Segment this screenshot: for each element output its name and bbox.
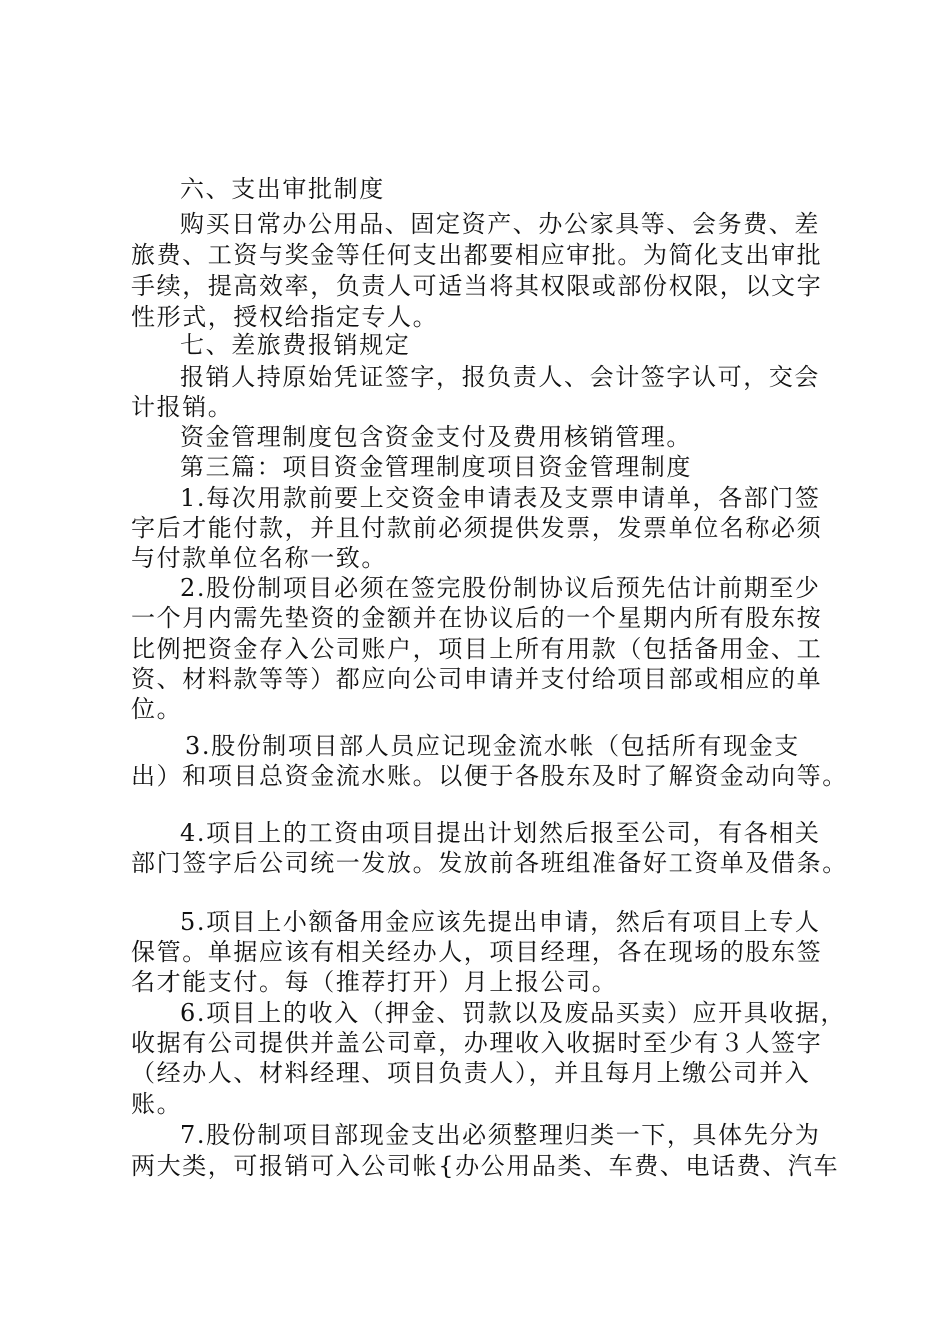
- section-heading: 七、差旅费报销规定: [180, 331, 411, 359]
- paragraph-line: 2.股份制项目必须在签完股份制协议后预先估计前期至少: [180, 574, 821, 602]
- paragraph-line: 购买日常办公用品、固定资产、办公家具等、会务费、差: [180, 210, 820, 238]
- paragraph-line: 部门签字后公司统一发放。发放前各班组准备好工资单及借条。: [131, 849, 848, 877]
- paragraph-line: 手续，提高效率，负责人可适当将其权限或部份权限，以文字: [131, 272, 823, 300]
- paragraph-line: 出）和项目总资金流水账。以便于各股东及时了解资金动向等。: [131, 762, 848, 790]
- section-heading: 第三篇：项目资金管理制度项目资金管理制度: [180, 453, 692, 481]
- paragraph-line: 报销人持原始凭证签字，报负责人、会计签字认可，交会: [180, 363, 820, 391]
- paragraph-line: 6.项目上的收入（押金、罚款以及废品买卖）应开具收据，: [180, 999, 847, 1027]
- paragraph-line: 比例把资金存入公司账户，项目上所有用款（包括备用金、工: [131, 635, 823, 663]
- paragraph-line: 与付款单位名称一致。: [131, 544, 387, 572]
- paragraph-line: 资金管理制度包含资金支付及费用核销管理。: [180, 423, 692, 451]
- paragraph-line: 位。: [131, 695, 183, 723]
- paragraph-line: 7.股份制项目部现金支出必须整理归类一下，具体先分为: [180, 1121, 821, 1149]
- paragraph-line: 性形式，授权给指定专人。: [131, 303, 439, 331]
- section-heading: 六、支出审批制度: [180, 175, 385, 203]
- paragraph-line: 旅费、工资与奖金等任何支出都要相应审批。为简化支出审批: [131, 241, 823, 269]
- paragraph-line: 资、材料款等等）都应向公司申请并支付给项目部或相应的单: [131, 665, 823, 693]
- paragraph-line: 一个月内需先垫资的金额并在协议后的一个星期内所有股东按: [131, 604, 823, 632]
- paragraph-line: 4.项目上的工资由项目提出计划然后报至公司，有各相关: [180, 819, 821, 847]
- paragraph-line: 5.项目上小额备用金应该先提出申请，然后有项目上专人: [180, 908, 821, 936]
- paragraph-line: 3.股份制项目部人员应记现金流水帐（包括所有现金支: [185, 732, 800, 760]
- paragraph-line: 名才能支付。每（推荐打开）月上报公司。: [131, 968, 618, 996]
- paragraph-line: 保管。单据应该有相关经办人，项目经理，各在现场的股东签: [131, 938, 823, 966]
- paragraph-line: 1.每次用款前要上交资金申请表及支票申请单，各部门签: [180, 484, 821, 512]
- paragraph-line: 账。: [131, 1090, 183, 1118]
- paragraph-line: 计报销。: [131, 393, 234, 421]
- paragraph-line: 收据有公司提供并盖公司章，办理收入收据时至少有３人签字: [131, 1029, 823, 1057]
- paragraph-line: （经办人、材料经理、项目负责人），并且每月上缴公司并入: [131, 1059, 811, 1087]
- paragraph-line: 两大类，可报销可入公司帐{办公用品类、车费、电话费、汽车: [131, 1152, 840, 1180]
- paragraph-line: 字后才能付款，并且付款前必须提供发票，发票单位名称必须: [131, 514, 823, 542]
